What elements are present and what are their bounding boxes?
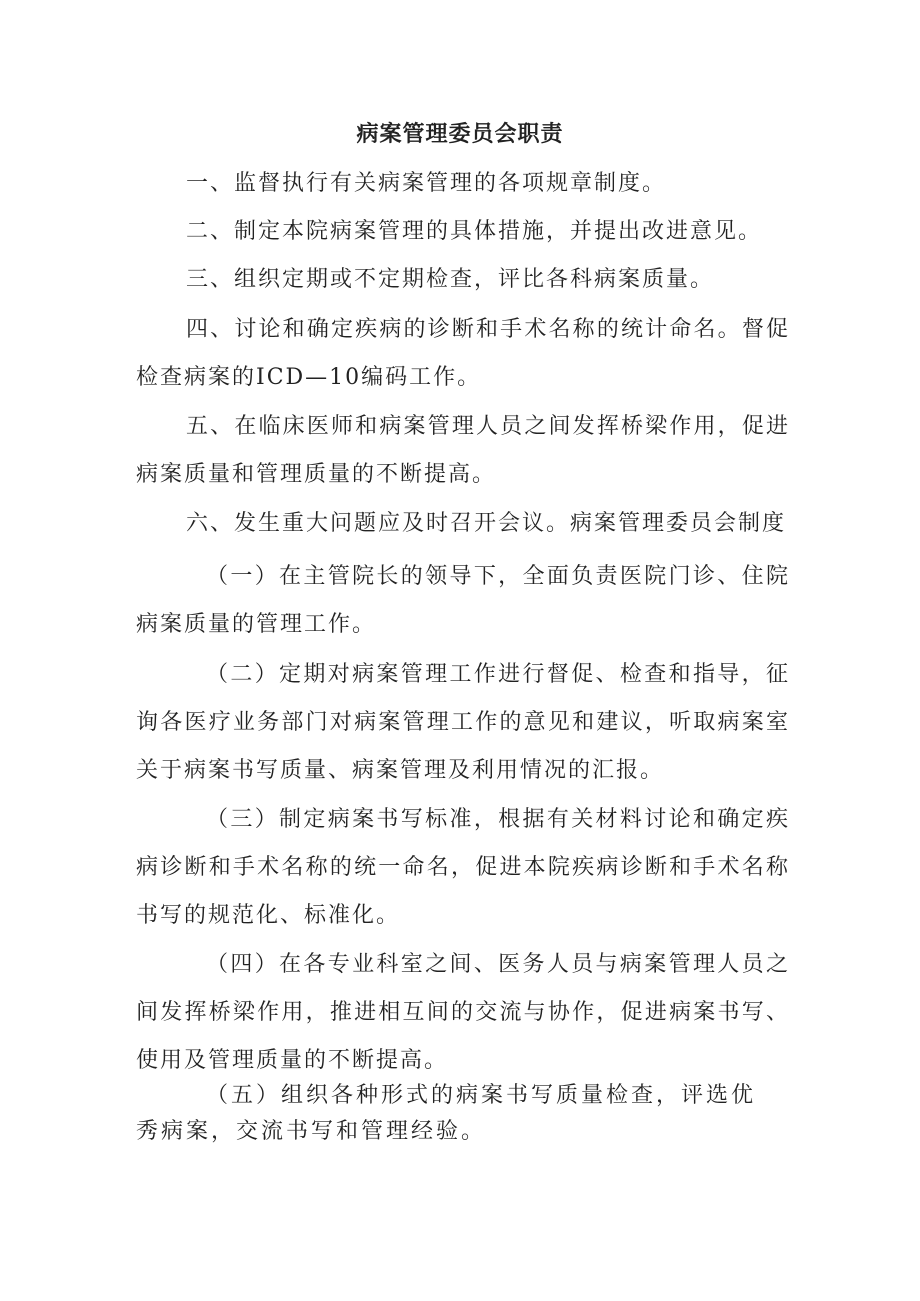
document-title: 病案管理委员会职责 xyxy=(356,121,564,147)
paragraph-sub-1: （一）在主管院长的领导下，全面负责医院门诊、住院病案质量的管理工作。 xyxy=(136,564,790,637)
paragraph-sub-4: （四）在各专业科室之间、医务人员与病案管理人员之间发挥桥梁作用，推进相互间的交流与协作，促进病案书写、使用及管理质量的不断提高。 xyxy=(136,952,790,1073)
paragraph-sub-5: （五）组织各种形式的病案书写质量检查，评选优秀病案，交流书写和管理经验。 xyxy=(136,1083,757,1144)
paragraph-4: 四、讨论和确定疾病的诊断和手术名称的统计命名。督促检查病案的ICD—10编码工作。 xyxy=(136,317,790,390)
paragraph-sub-3: （三）制定病案书写标准，根据有关材料讨论和确定疾病诊断和手术名称的统一命名，促进本院疾病诊断和手术名称书写的规范化、标准化。 xyxy=(136,807,790,928)
paragraph-5: 五、在临床医师和病案管理人员之间发挥桥梁作用，促进病案质量和管理质量的不断提高。 xyxy=(136,414,790,487)
paragraph-6: 六、发生重大问题应及时召开会议。病案管理委员会制度 xyxy=(186,511,787,536)
paragraph-sub-2: （二）定期对病案管理工作进行督促、检查和指导，征询各医疗业务部门对病案管理工作的意见和建议，听取病案室关于病案书写质量、病案管理及利用情况的汇报。 xyxy=(136,662,790,783)
paragraph-3: 三、组织定期或不定期检查，评比各科病案质量。 xyxy=(186,267,715,292)
paragraph-1: 一、监督执行有关病案管理的各项规章制度。 xyxy=(186,171,667,196)
paragraph-2: 二、制定本院病案管理的具体措施，并提出改进意见。 xyxy=(186,219,763,244)
